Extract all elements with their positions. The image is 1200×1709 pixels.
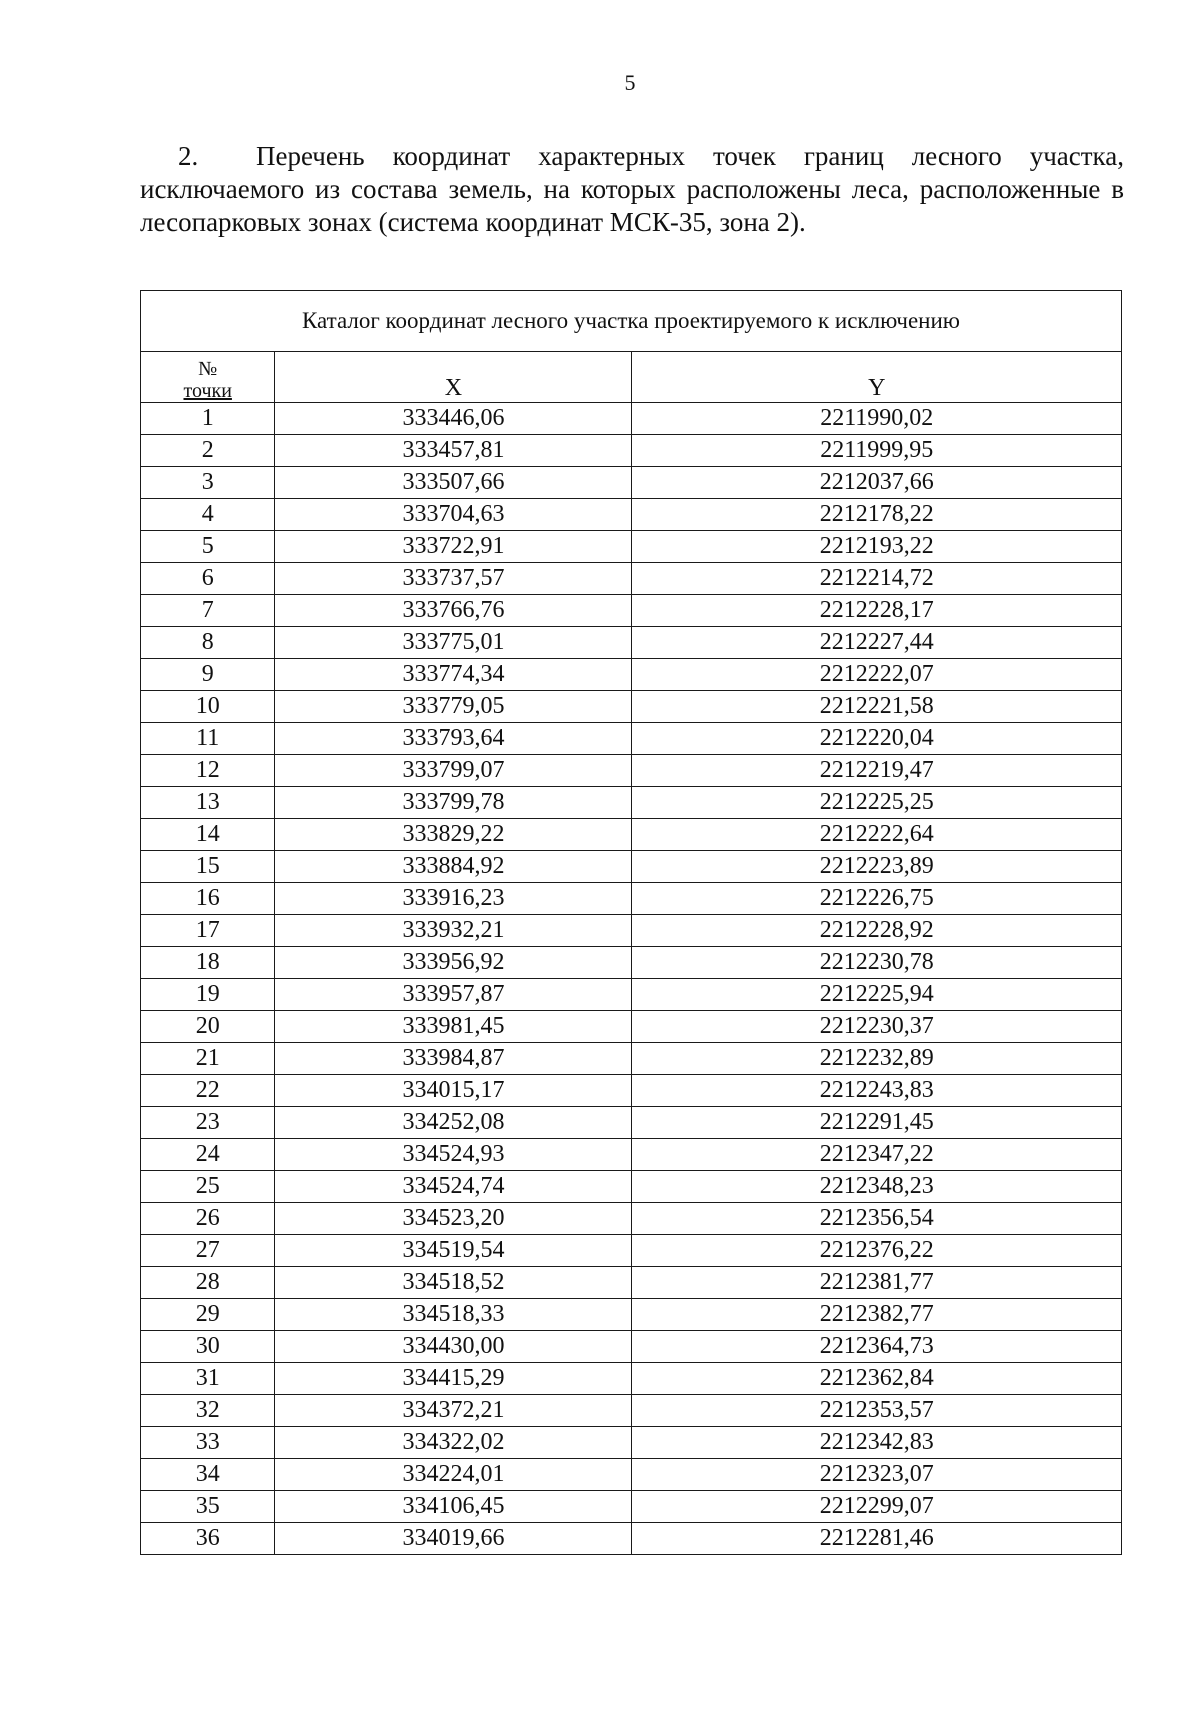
intro-paragraph — [140, 140, 1124, 239]
y-coordinate-cell: 2211999,95 — [632, 435, 1122, 467]
x-coordinate-cell: 334224,01 — [275, 1459, 632, 1491]
y-coordinate-cell: 2212364,73 — [632, 1331, 1122, 1363]
x-coordinate-cell: 333779,05 — [275, 691, 632, 723]
table-row — [141, 1075, 1122, 1107]
point-number-cell: 8 — [141, 627, 275, 659]
point-number-cell: 33 — [141, 1427, 275, 1459]
table-row — [141, 819, 1122, 851]
x-coordinate-cell: 333793,64 — [275, 723, 632, 755]
x-coordinate-cell: 333507,66 — [275, 467, 632, 499]
x-coordinate-cell: 333984,87 — [275, 1043, 632, 1075]
y-coordinate-cell: 2212228,17 — [632, 595, 1122, 627]
header-point-number — [141, 352, 275, 403]
y-coordinate-cell: 2212220,04 — [632, 723, 1122, 755]
table-row — [141, 499, 1122, 531]
y-coordinate-cell: 2212291,45 — [632, 1107, 1122, 1139]
y-coordinate-cell: 2212381,77 — [632, 1267, 1122, 1299]
table-row — [141, 627, 1122, 659]
point-number-cell: 28 — [141, 1267, 275, 1299]
x-coordinate-cell: 334106,45 — [275, 1491, 632, 1523]
point-number-cell: 17 — [141, 915, 275, 947]
table-row — [141, 915, 1122, 947]
point-number-cell: 10 — [141, 691, 275, 723]
x-coordinate-cell: 333884,92 — [275, 851, 632, 883]
point-number-cell: 11 — [141, 723, 275, 755]
point-number-cell: 26 — [141, 1203, 275, 1235]
table-row — [141, 723, 1122, 755]
coordinates-table — [140, 290, 1122, 1555]
y-coordinate-cell: 2212323,07 — [632, 1459, 1122, 1491]
table-row — [141, 1523, 1122, 1555]
x-coordinate-cell: 334019,66 — [275, 1523, 632, 1555]
y-coordinate-cell: 2212037,66 — [632, 467, 1122, 499]
x-coordinate-cell: 333722,91 — [275, 531, 632, 563]
x-coordinate-cell: 334518,52 — [275, 1267, 632, 1299]
table-row — [141, 1011, 1122, 1043]
table-row — [141, 1171, 1122, 1203]
y-coordinate-cell: 2212347,22 — [632, 1139, 1122, 1171]
x-coordinate-cell: 333799,78 — [275, 787, 632, 819]
y-coordinate-cell: 2212221,58 — [632, 691, 1122, 723]
header-point-label: точки — [183, 380, 232, 402]
y-coordinate-cell: 2212219,47 — [632, 755, 1122, 787]
y-coordinate-cell: 2212178,22 — [632, 499, 1122, 531]
y-coordinate-cell: 2212214,72 — [632, 563, 1122, 595]
x-coordinate-cell: 334524,93 — [275, 1139, 632, 1171]
y-coordinate-cell: 2212223,89 — [632, 851, 1122, 883]
table-row — [141, 467, 1122, 499]
table-row — [141, 595, 1122, 627]
y-coordinate-cell: 2212230,78 — [632, 947, 1122, 979]
y-coordinate-cell: 2212226,75 — [632, 883, 1122, 915]
point-number-cell: 20 — [141, 1011, 275, 1043]
point-number-cell: 1 — [141, 403, 275, 435]
x-coordinate-cell: 333446,06 — [275, 403, 632, 435]
point-number-cell: 22 — [141, 1075, 275, 1107]
x-coordinate-cell: 334372,21 — [275, 1395, 632, 1427]
point-number-cell: 27 — [141, 1235, 275, 1267]
x-coordinate-cell: 333932,21 — [275, 915, 632, 947]
x-coordinate-cell: 334518,33 — [275, 1299, 632, 1331]
table-row — [141, 1235, 1122, 1267]
point-number-cell: 19 — [141, 979, 275, 1011]
point-number-cell: 30 — [141, 1331, 275, 1363]
x-coordinate-cell: 333704,63 — [275, 499, 632, 531]
point-number-cell: 35 — [141, 1491, 275, 1523]
table-caption: Каталог координат лесного участка проектируемого к исключению — [141, 291, 1122, 352]
y-coordinate-cell: 2212228,92 — [632, 915, 1122, 947]
y-coordinate-cell: 2212230,37 — [632, 1011, 1122, 1043]
y-coordinate-cell: 2212243,83 — [632, 1075, 1122, 1107]
x-coordinate-cell: 334524,74 — [275, 1171, 632, 1203]
x-coordinate-cell: 333775,01 — [275, 627, 632, 659]
point-number-cell: 16 — [141, 883, 275, 915]
point-number-cell: 2 — [141, 435, 275, 467]
table-row — [141, 1043, 1122, 1075]
y-coordinate-cell: 2212362,84 — [632, 1363, 1122, 1395]
x-coordinate-cell: 334519,54 — [275, 1235, 632, 1267]
point-number-cell: 14 — [141, 819, 275, 851]
y-coordinate-cell: 2212342,83 — [632, 1427, 1122, 1459]
table-row — [141, 691, 1122, 723]
point-number-cell: 4 — [141, 499, 275, 531]
y-coordinate-cell: 2212225,25 — [632, 787, 1122, 819]
x-coordinate-cell: 333774,34 — [275, 659, 632, 691]
y-coordinate-cell: 2212356,54 — [632, 1203, 1122, 1235]
y-coordinate-cell: 2212376,22 — [632, 1235, 1122, 1267]
table-header-row — [141, 352, 1122, 403]
x-coordinate-cell: 334430,00 — [275, 1331, 632, 1363]
table-row — [141, 1427, 1122, 1459]
x-coordinate-cell: 334322,02 — [275, 1427, 632, 1459]
table-row — [141, 1395, 1122, 1427]
table-row — [141, 1107, 1122, 1139]
point-number-cell: 15 — [141, 851, 275, 883]
header-x: X — [275, 352, 632, 403]
x-coordinate-cell: 333916,23 — [275, 883, 632, 915]
point-number-cell: 7 — [141, 595, 275, 627]
paragraph-number: 2. — [178, 141, 199, 171]
x-coordinate-cell: 334252,08 — [275, 1107, 632, 1139]
x-coordinate-cell: 333957,87 — [275, 979, 632, 1011]
table-row — [141, 787, 1122, 819]
y-coordinate-cell: 2212382,77 — [632, 1299, 1122, 1331]
x-coordinate-cell: 333737,57 — [275, 563, 632, 595]
y-coordinate-cell: 2212353,57 — [632, 1395, 1122, 1427]
table-row — [141, 1139, 1122, 1171]
point-number-cell: 5 — [141, 531, 275, 563]
y-coordinate-cell: 2212193,22 — [632, 531, 1122, 563]
table-row — [141, 979, 1122, 1011]
point-number-cell: 36 — [141, 1523, 275, 1555]
table-row — [141, 1267, 1122, 1299]
point-number-cell: 25 — [141, 1171, 275, 1203]
x-coordinate-cell: 333766,76 — [275, 595, 632, 627]
y-coordinate-cell: 2211990,02 — [632, 403, 1122, 435]
y-coordinate-cell: 2212222,64 — [632, 819, 1122, 851]
table-row — [141, 531, 1122, 563]
x-coordinate-cell: 333457,81 — [275, 435, 632, 467]
table-row — [141, 435, 1122, 467]
table-row — [141, 403, 1122, 435]
x-coordinate-cell: 333956,92 — [275, 947, 632, 979]
header-number-sign: № — [198, 358, 218, 380]
table-row — [141, 1299, 1122, 1331]
point-number-cell: 31 — [141, 1363, 275, 1395]
y-coordinate-cell: 2212222,07 — [632, 659, 1122, 691]
point-number-cell: 32 — [141, 1395, 275, 1427]
y-coordinate-cell: 2212281,46 — [632, 1523, 1122, 1555]
table-row — [141, 1331, 1122, 1363]
table-row — [141, 851, 1122, 883]
table-row — [141, 1203, 1122, 1235]
x-coordinate-cell: 333799,07 — [275, 755, 632, 787]
table-row — [141, 883, 1122, 915]
point-number-cell: 29 — [141, 1299, 275, 1331]
table-row — [141, 947, 1122, 979]
point-number-cell: 24 — [141, 1139, 275, 1171]
point-number-cell: 23 — [141, 1107, 275, 1139]
y-coordinate-cell: 2212299,07 — [632, 1491, 1122, 1523]
header-y: Y — [632, 352, 1122, 403]
x-coordinate-cell: 334415,29 — [275, 1363, 632, 1395]
page-number: 5 — [624, 70, 636, 95]
table-row — [141, 1491, 1122, 1523]
table-body — [141, 403, 1122, 1555]
table-row — [141, 1363, 1122, 1395]
y-coordinate-cell: 2212225,94 — [632, 979, 1122, 1011]
y-coordinate-cell: 2212232,89 — [632, 1043, 1122, 1075]
point-number-cell: 3 — [141, 467, 275, 499]
x-coordinate-cell: 333829,22 — [275, 819, 632, 851]
point-number-cell: 13 — [141, 787, 275, 819]
x-coordinate-cell: 334523,20 — [275, 1203, 632, 1235]
x-coordinate-cell: 333981,45 — [275, 1011, 632, 1043]
table-row — [141, 1459, 1122, 1491]
table-caption-row — [141, 291, 1122, 352]
x-coordinate-cell: 334015,17 — [275, 1075, 632, 1107]
point-number-cell: 34 — [141, 1459, 275, 1491]
table-row — [141, 755, 1122, 787]
point-number-cell: 6 — [141, 563, 275, 595]
point-number-cell: 21 — [141, 1043, 275, 1075]
y-coordinate-cell: 2212348,23 — [632, 1171, 1122, 1203]
y-coordinate-cell: 2212227,44 — [632, 627, 1122, 659]
point-number-cell: 12 — [141, 755, 275, 787]
point-number-cell: 9 — [141, 659, 275, 691]
paragraph-text: Перечень координат характерных точек границ лесного участка, исключаемого из состава земель, на которых расположены леса, расположенные в лесопарковых зонах (система координат МСК-35, зона 2). — [140, 141, 1124, 237]
table-row — [141, 563, 1122, 595]
point-number-cell: 18 — [141, 947, 275, 979]
table-row — [141, 659, 1122, 691]
